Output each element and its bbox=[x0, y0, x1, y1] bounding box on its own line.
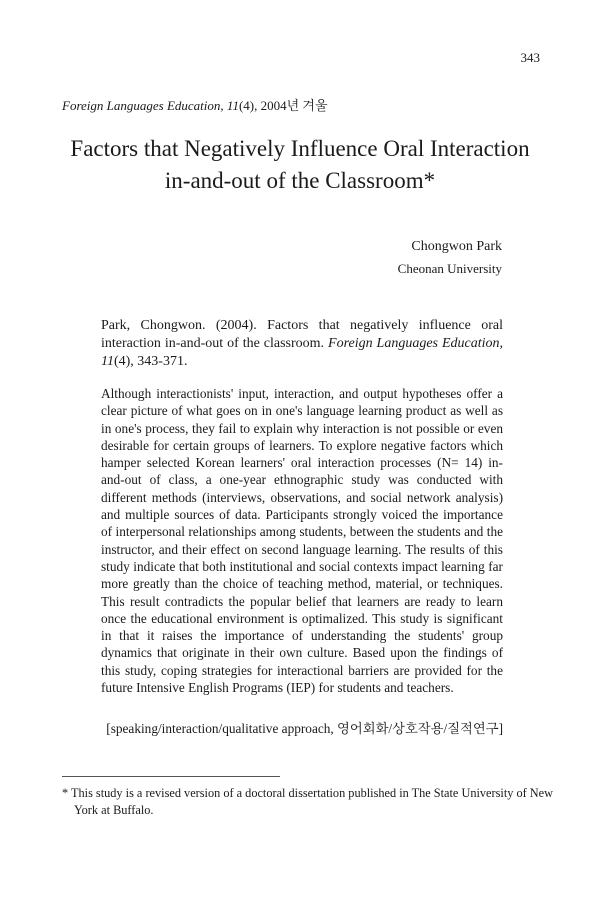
journal-header bbox=[62, 95, 328, 114]
paper-title bbox=[30, 133, 570, 197]
keywords: [speaking/interaction/qualitative approach, 영어회화/상호작용/질적연구] bbox=[106, 721, 503, 736]
journal-volume: 11 bbox=[226, 98, 239, 113]
author-name: Chongwon Park bbox=[411, 239, 502, 254]
title-line-2: in-and-out of the Classroom* bbox=[164, 168, 436, 193]
page-number: 343 bbox=[520, 50, 540, 65]
journal-name: Foreign Languages Education, bbox=[62, 98, 224, 113]
title-line-1: Factors that Negatively Influence Oral Interaction bbox=[70, 136, 530, 161]
citation-text: Park, Chongwon. (2004). Factors that negatively influence oral interaction in-and-out of the classroom. bbox=[101, 318, 503, 351]
journal-issue: (4), bbox=[238, 98, 258, 113]
abstract: Although interactionists' input, interaction, and output hypotheses offer a clear picture of what goes on in one's language learning product as well as in one's process, they fail to explain why interaction is not possible or even desirable for certain groups of learners. To explore negative factors which hamper selected Korean learners' oral interaction processes (N= 14) in-and-out of class, a one-year ethnographic study was conducted with different methods (interviews, observations, and social network analysis) and multiple sources of data. Participants strongly voiced the importance of interpersonal relationships among students, between the students and the instructor, and their effect on second language learning. The results of this study indicate that both institutional and social contexts impact learning far more greatly than the choice of teaching method, material, or techniques. This result contradicts the popular belief that learners are ready to learn once the educational environment is optimalized. This study is significant in that it raises the importance of understanding the students' group dynamics that originate in their own culture. Based upon the findings of this study, coping strategies for interactional barriers are provided for the future Intensive English Programs (IEP) for students and teachers. bbox=[101, 386, 503, 696]
citation-volume: 11 bbox=[101, 354, 114, 369]
author-block bbox=[398, 236, 502, 280]
citation-journal: Foreign Languages Education, bbox=[328, 336, 504, 351]
citation bbox=[101, 317, 503, 371]
footnote: * This study is a revised version of a doctoral dissertation published in The State University of New York at Buffalo. bbox=[62, 786, 553, 817]
citation-pages: (4), 343-371. bbox=[113, 354, 188, 369]
journal-year-season: 2004년 겨울 bbox=[260, 98, 328, 113]
author-affiliation: Cheonan University bbox=[397, 261, 502, 276]
footnote-divider bbox=[62, 776, 280, 777]
